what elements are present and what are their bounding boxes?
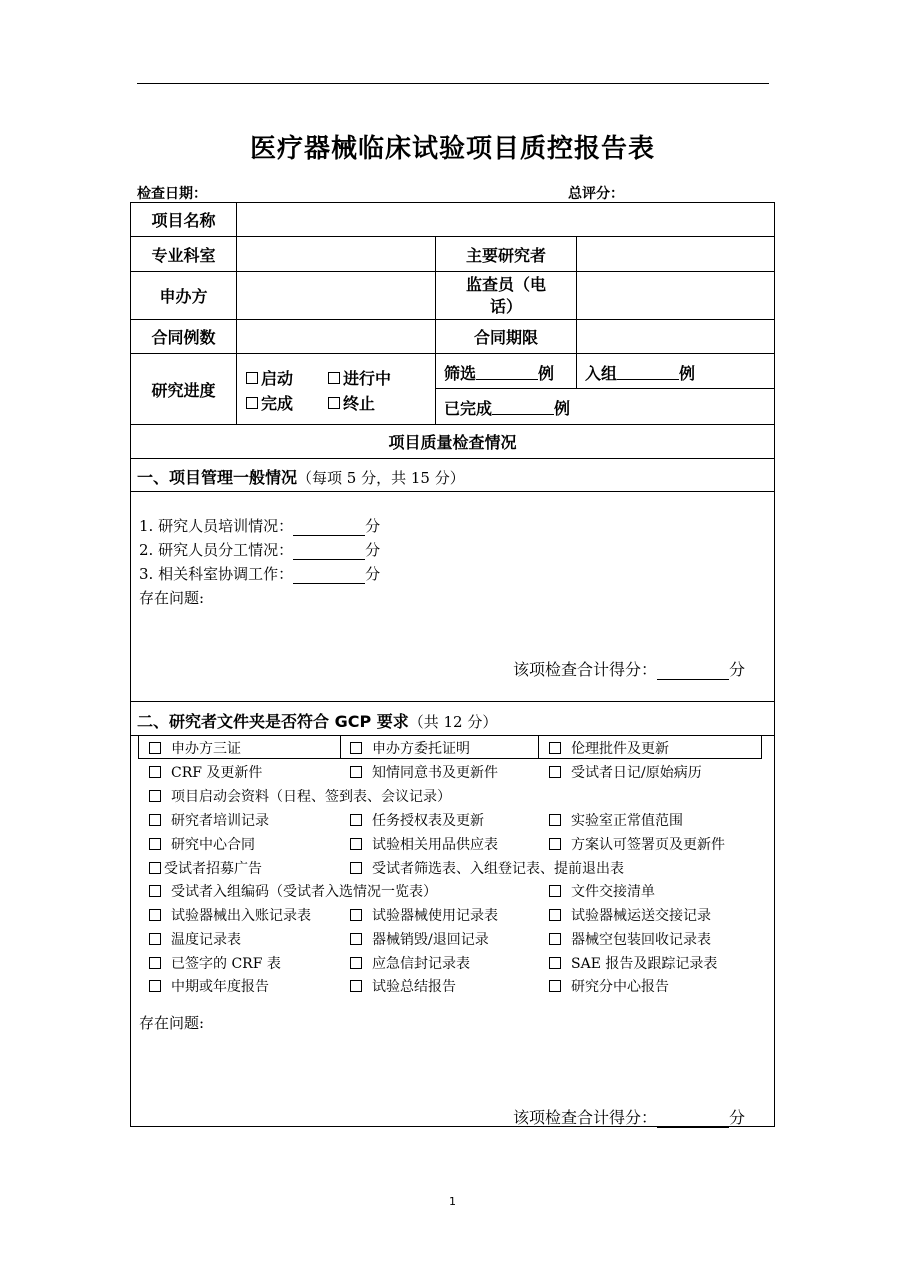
checklist-item[interactable]: [350, 738, 470, 758]
check-date-label: 检查日期：: [137, 186, 207, 202]
checklist-item[interactable]: [350, 929, 489, 949]
item-label: 2. 研究人员分工情况：: [139, 541, 294, 559]
subtotal-blank[interactable]: [657, 1112, 729, 1128]
screen-count: [444, 360, 554, 384]
contract-cases-label: 合同例数: [151, 328, 216, 347]
pi-label: 主要研究者: [465, 245, 546, 265]
checkbox-icon: [149, 862, 161, 874]
section2-heading: [137, 709, 497, 732]
header-rule: [137, 83, 769, 84]
checkbox-icon: [350, 766, 362, 778]
checklist-item-label: 研究中心合同: [171, 837, 255, 853]
checklist-item[interactable]: [149, 834, 255, 854]
checklist-item-label: 方案认可签署页及更新件: [571, 837, 725, 853]
checkbox-icon: [149, 957, 161, 969]
unit: 分: [729, 660, 746, 679]
checkbox-icon: [549, 766, 561, 778]
section2-note: （共 12 分）: [408, 713, 498, 731]
table-col-divider: [576, 236, 577, 388]
checklist-item[interactable]: [350, 953, 470, 973]
table-row-divider: [435, 388, 775, 389]
section2-title: 二、研究者文件夹是否符合 GCP 要求: [137, 712, 409, 731]
checklist-item-label: 中期或年度报告: [171, 979, 269, 995]
checklist-item-label: 受试者日记/原始病历: [571, 765, 702, 781]
checklist-item[interactable]: [549, 881, 655, 901]
checkbox-icon: [549, 980, 561, 992]
checklist-item-label: 申办方委托证明: [372, 741, 470, 757]
checklist-item[interactable]: [149, 858, 262, 878]
checkbox-icon: [149, 933, 161, 945]
checklist-item-label: 申办方三证: [171, 741, 241, 757]
checkbox-icon: [350, 862, 362, 874]
checkbox-icon: [549, 814, 561, 826]
checklist-item-label: 实验室正常值范围: [571, 813, 683, 829]
checklist-item[interactable]: [149, 810, 269, 830]
checkbox-icon: [149, 814, 161, 826]
checkbox-icon: [350, 957, 362, 969]
case-unit: 例: [554, 398, 571, 418]
checkbox-icon: [149, 790, 161, 802]
score-blank[interactable]: [293, 520, 365, 536]
opt-done[interactable]: [246, 391, 293, 414]
checklist-item[interactable]: [549, 762, 702, 782]
screen-blank[interactable]: [476, 364, 538, 380]
opt-start[interactable]: [246, 366, 293, 389]
monitor-label-line2: 话）: [489, 296, 522, 316]
checklist-item[interactable]: [549, 953, 717, 973]
checklist-item[interactable]: [549, 976, 669, 996]
table-border-right: [774, 202, 775, 1127]
checklist-item[interactable]: [350, 976, 456, 996]
opt-stop[interactable]: [328, 391, 375, 414]
checklist-item-label: 器械销毁/退回记录: [372, 932, 489, 948]
checklist-item[interactable]: [549, 834, 725, 854]
total-score-label: 总评分：: [568, 186, 624, 202]
department-label: 专业科室: [151, 245, 216, 265]
checklist-item-label: 受试者招募广告: [164, 861, 262, 877]
checkbox-icon: [328, 372, 340, 384]
completed-blank[interactable]: [492, 399, 554, 415]
checklist-item[interactable]: [350, 858, 624, 878]
checklist-item-label: 知情同意书及更新件: [372, 765, 498, 781]
checklist-item-label: SAE 报告及跟踪记录表: [571, 956, 718, 972]
checklist-item[interactable]: [149, 976, 269, 996]
section2-problems: 存在问题:: [139, 1014, 205, 1032]
monitor-label: [436, 272, 576, 319]
table-row-divider: [130, 458, 775, 459]
checkbox-icon: [549, 909, 561, 921]
section2-subtotal: [513, 1105, 745, 1128]
section1-item: [139, 563, 380, 584]
screen-label: 筛选: [444, 363, 477, 383]
check-date-row: [137, 183, 352, 203]
section1-note: （每项 5 分，共 15 分）: [297, 469, 465, 487]
checklist-item-label: 伦理批件及更新: [571, 741, 669, 757]
checklist-item[interactable]: [350, 905, 498, 925]
checkbox-icon: [149, 742, 161, 754]
checkbox-icon: [149, 885, 161, 897]
score-blank[interactable]: [293, 568, 365, 584]
table-row-divider: [130, 701, 775, 702]
checkbox-icon: [549, 838, 561, 850]
section1-title: 一、项目管理一般情况: [137, 468, 298, 487]
score-blank[interactable]: [293, 544, 365, 560]
item-label: 3. 相关科室协调工作：: [139, 565, 294, 583]
section1-subtotal: [513, 657, 745, 680]
monitor-label-line1: 监查员（电: [465, 274, 546, 294]
checklist-item[interactable]: [350, 810, 484, 830]
checklist-item[interactable]: [149, 738, 241, 758]
checkbox-icon: [549, 742, 561, 754]
checklist-item[interactable]: [549, 929, 711, 949]
opt-start-label: 启动: [261, 369, 294, 388]
subtotal-blank[interactable]: [657, 664, 729, 680]
checklist-item[interactable]: [350, 762, 498, 782]
checklist-item[interactable]: [149, 786, 451, 806]
unit: 分: [365, 517, 381, 535]
checkbox-icon: [350, 814, 362, 826]
checkbox-icon: [350, 980, 362, 992]
checkbox-icon: [350, 933, 362, 945]
section1-problems: 存在问题:: [139, 589, 205, 607]
completed-count: [444, 395, 570, 419]
enroll-label: 入组: [585, 363, 618, 383]
opt-done-label: 完成: [261, 394, 294, 413]
total-score-row: [568, 183, 760, 203]
item-label: 1. 研究人员培训情况：: [139, 517, 294, 535]
checkbox-icon: [549, 933, 561, 945]
opt-ongoing-label: 进行中: [343, 369, 392, 388]
opt-stop-label: 终止: [343, 394, 376, 413]
checklist-item[interactable]: [149, 953, 281, 973]
table-row-divider: [130, 491, 775, 492]
checkbox-icon: [149, 909, 161, 921]
checkbox-icon: [149, 980, 161, 992]
checklist-item-label: 文件交接清单: [571, 884, 655, 900]
checklist-item-label: CRF 及更新件: [171, 765, 263, 781]
check-date-field[interactable]: [207, 187, 352, 203]
checklist-item[interactable]: [549, 905, 711, 925]
checklist-item-label: 试验器械运送交接记录: [571, 908, 711, 924]
enroll-count: [585, 360, 695, 384]
case-unit: 例: [538, 363, 555, 383]
checkbox-icon: [149, 838, 161, 850]
checklist-item-label: 试验器械出入账记录表: [171, 908, 311, 924]
section1-item: [139, 539, 380, 560]
checklist-item-label: 试验器械使用记录表: [372, 908, 498, 924]
checkbox-icon: [246, 397, 258, 409]
checklist-item-label: 受试者入组编码（受试者入选情况一览表）: [171, 884, 437, 900]
completed-label: 已完成: [444, 398, 493, 418]
checkbox-icon: [350, 838, 362, 850]
checkbox-icon: [246, 372, 258, 384]
checklist-item-label: 受试者筛选表、入组登记表、提前退出表: [372, 861, 624, 877]
total-score-field[interactable]: [624, 187, 760, 203]
checklist-item-label: 器械空包装回收记录表: [571, 932, 711, 948]
checklist-item[interactable]: [149, 905, 311, 925]
page-title: 医疗器械临床试验项目质控报告表: [249, 134, 655, 164]
progress-label: 研究进度: [151, 380, 216, 400]
quality-heading: 项目质量检查情况: [388, 433, 517, 452]
checklist-item[interactable]: [149, 762, 262, 782]
checklist-item-label: 试验相关用品供应表: [372, 837, 498, 853]
page-number: 1: [449, 1195, 456, 1208]
enroll-blank[interactable]: [617, 364, 679, 380]
checklist-item-label: 任务授权表及更新: [372, 813, 484, 829]
checklist-item-label: 已签字的 CRF 表: [171, 956, 281, 972]
subtotal-label: 该项检查合计得分：: [513, 1108, 658, 1127]
section1-item: [139, 515, 380, 536]
checklist-item[interactable]: [549, 738, 669, 758]
checklist-item[interactable]: [549, 810, 683, 830]
checklist-item-label: 项目启动会资料（日程、签到表、会议记录）: [171, 789, 451, 805]
checkbox-icon: [328, 397, 340, 409]
case-unit: 例: [679, 363, 696, 383]
checklist-item-label: 试验总结报告: [372, 979, 456, 995]
checklist-item[interactable]: [149, 881, 437, 901]
subtotal-label: 该项检查合计得分：: [513, 660, 658, 679]
unit: 分: [729, 1108, 746, 1127]
checklist-item[interactable]: [149, 929, 241, 949]
first-row-divider: [340, 736, 341, 758]
checklist-item-label: 研究者培训记录: [171, 813, 269, 829]
first-row-divider: [538, 736, 539, 758]
checkbox-icon: [549, 957, 561, 969]
unit: 分: [365, 541, 381, 559]
project-name-label: 项目名称: [151, 211, 216, 230]
checkbox-icon: [350, 742, 362, 754]
checklist-item-label: 研究分中心报告: [571, 979, 669, 995]
checklist-item[interactable]: [350, 834, 498, 854]
checkbox-icon: [149, 766, 161, 778]
checkbox-icon: [549, 885, 561, 897]
checkbox-icon: [350, 909, 362, 921]
unit: 分: [365, 565, 381, 583]
checklist-item-label: 应急信封记录表: [372, 956, 470, 972]
sponsor-label: 申办方: [159, 287, 208, 306]
checklist-item-label: 温度记录表: [171, 932, 241, 948]
opt-ongoing[interactable]: [328, 366, 391, 389]
section1-heading: [137, 465, 465, 488]
contract-period-label: 合同期限: [473, 328, 538, 347]
